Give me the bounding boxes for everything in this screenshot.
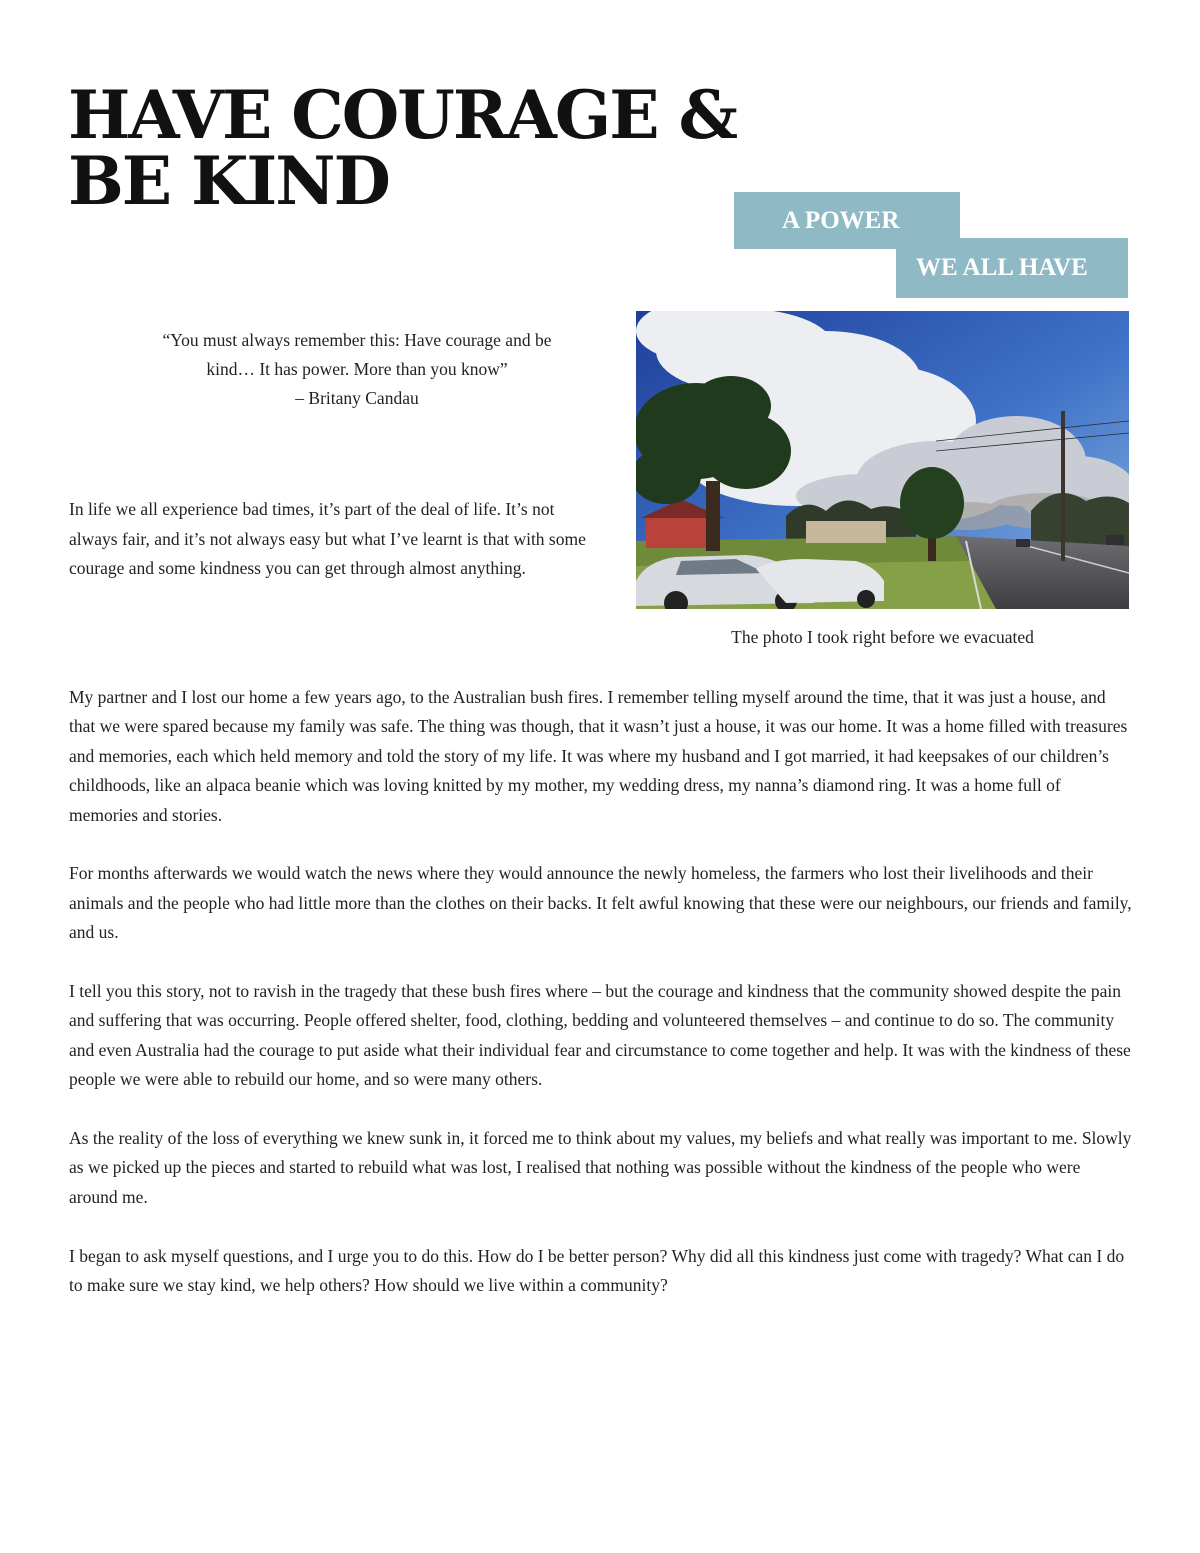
page-title: [68, 76, 737, 220]
title-line-1: HAVE COURAGE &: [68, 76, 737, 154]
article-body: [69, 683, 1133, 1330]
photo-caption: The photo I took right before we evacuated: [731, 627, 1034, 647]
quote-line-1: “You must always remember this: Have courage and be: [162, 330, 552, 350]
quote-line-2: kind… It has power. More than you know”: [206, 359, 508, 379]
quote-attribution: – Britany Candau: [295, 388, 419, 408]
tagline-banner-bottom: WE ALL HAVE: [896, 238, 1128, 298]
intro-paragraph: In life we all experience bad times, it’s part of the deal of life. It’s not always fair, and it’s not always easy but what I’ve learnt is that with some courage and some kindness you can get through almost anything.: [69, 499, 586, 578]
bushfire-smoke-photo: [636, 311, 1129, 609]
body-paragraph: I tell you this story, not to ravish in the tragedy that these bush fires where – but the courage and kindness that the community showed despite the pain and suffering that was occurring. People offered shelter, food, clothing, bedding and volunteered themselves – and continue to do so. The community and even Australia had the courage to put aside what their individual fear and circumstance to come together and help. It was with the kindness of these people we were able to rebuild our home, and so were many others.: [69, 981, 1131, 1090]
title-line-2: BE KIND: [68, 142, 389, 220]
body-paragraph: My partner and I lost our home a few years ago, to the Australian bush fires. I remember telling myself around the time, that it was just a house, and that we were spared because my family was safe. The thing was though, that it wasn’t just a house, it was our home. It was a home filled with treasures and memories, each which held memory and told the story of my life. It was where my husband and I got married, it had keepsakes of our children’s childhoods, like an alpaca beanie which was loving knitted by my mother, my wedding dress, my nanna’s diamond ring. It was a home full of memories and stories.: [69, 687, 1128, 825]
pull-quote: [72, 326, 642, 413]
body-paragraph: As the reality of the loss of everything we knew sunk in, it forced me to think about my values, my beliefs and what really was important to me. Slowly as we picked up the pieces and started to rebuild what was lost, I realised that nothing was possible without the kindness of the people who were around me.: [69, 1128, 1132, 1207]
tagline-banner-top: A POWER: [734, 192, 960, 249]
body-paragraph: For months afterwards we would watch the news where they would announce the newly homeless, the farmers who lost their livelihoods and their animals and the people who had little more than the clothes on their backs. It felt awful knowing that these were our neighbours, our friends and family, and us.: [69, 863, 1132, 943]
body-paragraph: I began to ask myself questions, and I urge you to do this. How do I be better person? Why did all this kindness just come with tragedy? What can I do to make sure we stay kind, we help others? How should we live within a community?: [69, 1245, 1125, 1296]
